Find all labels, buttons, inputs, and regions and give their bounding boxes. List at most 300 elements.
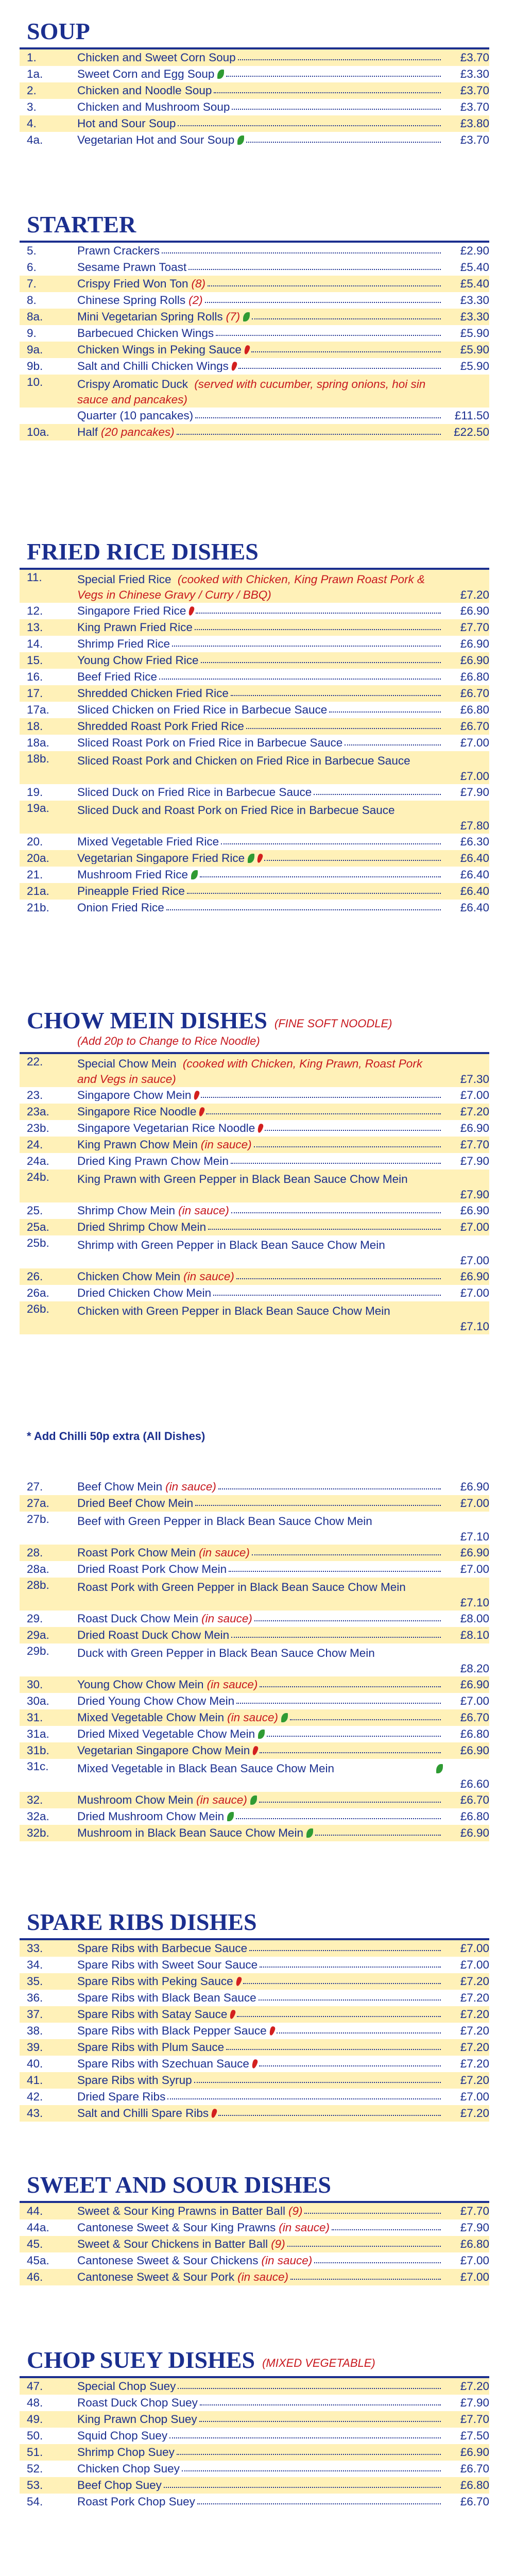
item-number: 3. [27, 100, 37, 113]
section-title: STARTER [27, 211, 136, 238]
leader-dots [315, 1835, 441, 1836]
item-name: Half [77, 426, 98, 438]
item-name-cell [77, 1222, 443, 1233]
section-title-row [20, 989, 489, 1032]
leader-dots [201, 662, 441, 663]
item-number: 10. [27, 376, 43, 388]
item-number: 28a. [27, 1562, 49, 1575]
menu-item-row [20, 784, 489, 801]
item-name-cell [77, 836, 443, 848]
item-name-cell [77, 2447, 443, 2459]
item-note: (in sauce) [196, 1794, 247, 1806]
item-number: 20. [27, 835, 43, 848]
leader-dots [243, 1983, 441, 1984]
item-name: Vegetarian Hot and Sour Soup [77, 134, 235, 146]
item-number: 22. [27, 1055, 43, 1068]
item-name: Pineapple Fried Rice [77, 885, 185, 897]
item-price: £5.90 [460, 343, 489, 356]
item-number: 26. [27, 1269, 43, 1283]
leader-dots [238, 368, 441, 369]
leader-dots [290, 1719, 441, 1720]
item-number: 27. [27, 1480, 43, 1493]
menu-item-row [20, 1627, 489, 1643]
menu-item-row [20, 342, 489, 358]
item-name-cell [77, 1512, 443, 1529]
item-price: £7.90 [460, 2221, 489, 2234]
item-price: £5.40 [460, 277, 489, 290]
vegetarian-leaf-icon [248, 854, 254, 863]
item-price: £7.90 [460, 1188, 489, 1201]
item-name-cell [77, 1156, 443, 1167]
item-name: Chicken and Mushroom Soup [77, 101, 230, 113]
item-note: (cooked with Chicken, King Prawn, Roast Pork and Vegs in sauce) [77, 1057, 423, 1086]
menu-item-row [20, 424, 489, 440]
item-name-cell [77, 1613, 443, 1625]
item-note: (in sauce) [200, 1139, 252, 1151]
item-number: 46. [27, 2270, 43, 2283]
menu-item-row [20, 1137, 489, 1153]
leader-dots [259, 1999, 441, 2001]
item-number: 51. [27, 2445, 43, 2459]
item-name: Sliced Chicken on Fried Rice in Barbecue Sauce [77, 704, 328, 716]
item-number: 27a. [27, 1496, 49, 1510]
item-price: £6.40 [460, 868, 489, 881]
section-title-row [20, 2329, 489, 2372]
item-number: 15. [27, 653, 43, 667]
item-name: Spare Ribs with Barbecue Sauce [77, 1942, 248, 1955]
item-price: £6.90 [460, 1826, 489, 1839]
item-number: 50. [27, 2429, 43, 2442]
vegetarian-leaf-icon [436, 1764, 443, 1773]
section-title: CHOW MEIN DISHES [27, 1007, 267, 1033]
item-price: £6.90 [460, 1743, 489, 1757]
item-number: 31c. [27, 1760, 49, 1773]
item-price: £6.80 [460, 2237, 489, 2250]
item-name-cell [77, 737, 443, 749]
item-name-cell [77, 427, 443, 438]
section-sweet-sour [20, 2154, 489, 2285]
item-number: 23a. [27, 1105, 49, 1118]
leader-dots [177, 434, 441, 435]
menu-item-row [20, 2236, 489, 2252]
item-price: £7.70 [460, 620, 489, 634]
chilli-icon [211, 2108, 218, 2119]
item-number: 23. [27, 1088, 43, 1101]
menu-item-row [20, 1957, 489, 1973]
item-name-cell [77, 1301, 443, 1319]
item-price: £7.10 [460, 1596, 489, 1609]
item-name-cell [77, 1170, 443, 1187]
item-name-cell [77, 886, 443, 897]
item-number: 54. [27, 2495, 43, 2508]
leader-dots [216, 335, 441, 336]
item-name-cell [77, 278, 443, 290]
item-note: (served with cucumber, spring onions, hoi sin sauce and pancakes) [77, 378, 426, 406]
item-name-cell [77, 688, 443, 700]
menu-item-row [20, 2252, 489, 2269]
item-name-cell [77, 2496, 443, 2508]
section-chop-suey [20, 2329, 489, 2510]
item-name-cell [77, 1123, 443, 1134]
menu-item-row [20, 1792, 489, 1808]
section-starter [20, 193, 489, 440]
menu-item-row [20, 1709, 489, 1726]
chilli-icon [251, 2059, 258, 2069]
item-price: £6.90 [460, 1677, 489, 1691]
item-name-cell [77, 704, 443, 716]
item-number: 2. [27, 83, 37, 97]
item-number: 31. [27, 1710, 43, 1724]
leader-dots [254, 1146, 441, 1147]
item-price: £8.10 [460, 1628, 489, 1641]
vegetarian-leaf-icon [281, 1713, 288, 1722]
item-price: £7.50 [460, 2429, 489, 2442]
item-name-cell [77, 262, 443, 274]
item-name: Mixed Vegetable Chow Mein [77, 1711, 225, 1724]
item-number: 18. [27, 719, 43, 733]
chilli-icon [198, 1107, 205, 1117]
item-number: 30. [27, 1677, 43, 1691]
item-name: Dried Roast Duck Chow Mein [77, 1629, 230, 1641]
item-number: 6. [27, 260, 37, 274]
item-name: Singapore Rice Noodle [77, 1106, 197, 1118]
item-name: Shrimp Chop Suey [77, 2446, 175, 2459]
item-name-cell [77, 1271, 443, 1283]
item-name: Dried Young Chow Chow Mein [77, 1695, 235, 1707]
item-price: £7.90 [460, 1154, 489, 1167]
item-name: Beef Chow Mein [77, 1481, 163, 1493]
item-price: £7.20 [460, 2040, 489, 2054]
item-number: 14. [27, 637, 43, 650]
item-name-cell [77, 1712, 443, 1724]
leader-dots [231, 695, 441, 696]
leader-dots [246, 728, 441, 729]
item-name: Squid Chop Suey [77, 2430, 168, 2442]
item-price: £7.10 [460, 1319, 489, 1333]
item-price: £6.70 [460, 1710, 489, 1724]
leader-dots [172, 646, 441, 647]
item-price: £7.10 [460, 1530, 489, 1543]
item-number: 8a. [27, 310, 43, 323]
menu-item-row [20, 2056, 489, 2072]
item-price: £3.70 [460, 133, 489, 146]
leader-dots [196, 613, 441, 614]
item-number: 28b. [27, 1579, 49, 1591]
leader-dots [197, 2503, 441, 2504]
item-name-cell [77, 2239, 443, 2250]
item-price: £6.70 [460, 719, 489, 733]
item-name-cell [77, 1287, 443, 1299]
item-price: £7.20 [460, 588, 489, 601]
leader-dots [260, 1686, 441, 1687]
leader-dots [232, 109, 441, 110]
menu-item-row [20, 652, 489, 669]
menu-item-row [20, 243, 489, 259]
menu-item-row [20, 2395, 489, 2411]
menu-item-row [20, 2089, 489, 2105]
menu-item-row [20, 2494, 489, 2510]
item-name: Sesame Prawn Toast [77, 261, 187, 274]
item-price: £6.90 [460, 1121, 489, 1134]
item-number: 41. [27, 2073, 43, 2087]
menu-item-row [20, 292, 489, 309]
item-price: £3.30 [460, 310, 489, 323]
item-number: 18b. [27, 752, 49, 765]
item-number: 37. [27, 2007, 43, 2021]
leader-dots [166, 909, 441, 910]
item-name-cell [77, 2414, 443, 2426]
item-price: £7.70 [460, 2412, 489, 2426]
section-title: CHOP SUEY DISHES [27, 2347, 255, 2373]
leader-dots [231, 1637, 441, 1638]
leader-dots [314, 794, 441, 795]
item-name-cell [77, 2272, 443, 2283]
item-name-cell [77, 361, 443, 372]
item-number: 44. [27, 2204, 43, 2217]
item-price: £6.70 [460, 2495, 489, 2508]
item-number: 1. [27, 50, 37, 64]
section-chow-mein [20, 989, 489, 1334]
menu-item-row [20, 883, 489, 900]
item-price: £5.40 [460, 260, 489, 274]
item-name: Spare Ribs with Plum Sauce [77, 2041, 225, 2054]
item-name-cell [77, 622, 443, 634]
item-name: Mixed Vegetable Fried Rice [77, 836, 219, 848]
item-name-cell [77, 1054, 443, 1087]
item-name: Beef Fried Rice [77, 671, 158, 683]
item-name-cell [77, 344, 443, 356]
menu-item-row [20, 132, 489, 148]
menu-item-row [20, 1202, 489, 1219]
item-name-cell [77, 902, 443, 914]
item-name-cell [77, 311, 443, 323]
item-price: £7.00 [460, 1220, 489, 1233]
item-name-cell [77, 2381, 443, 2393]
menu-item-row [20, 2039, 489, 2056]
item-name-cell [77, 295, 443, 307]
item-name-cell [77, 2075, 443, 2087]
chilli-icon [235, 1976, 242, 1987]
section-title-row [20, 520, 489, 564]
item-name-cell [77, 2463, 443, 2475]
item-name: Shredded Roast Pork Fried Rice [77, 720, 244, 733]
leader-dots [195, 1505, 441, 1506]
menu-item-row [20, 1825, 489, 1841]
item-number: 9a. [27, 343, 43, 356]
item-name-cell [77, 1696, 443, 1707]
item-note: (in sauce) [227, 1711, 278, 1724]
item-number: 24b. [27, 1171, 49, 1183]
item-name: Onion Fried Rice [77, 902, 164, 914]
item-price: £6.90 [460, 1269, 489, 1283]
item-price: £5.90 [460, 326, 489, 340]
item-price: £6.90 [460, 637, 489, 650]
menu-item-row [20, 735, 489, 751]
item-name: Dried Mixed Vegetable Chow Mein [77, 1728, 255, 1740]
item-price: £6.90 [460, 1546, 489, 1559]
menu-item-row [20, 1759, 489, 1792]
menu-item-row [20, 850, 489, 867]
item-price: £7.00 [460, 1562, 489, 1575]
item-price: £7.00 [460, 1496, 489, 1510]
item-name: Roast Pork Chop Suey [77, 2496, 195, 2508]
item-name: Spare Ribs with Peking Sauce [77, 1975, 233, 1988]
leader-dots [177, 2454, 441, 2455]
item-name: Beef Chop Suey [77, 2479, 162, 2492]
menu-item-row [20, 2378, 489, 2395]
item-number: 48. [27, 2396, 43, 2409]
item-price: £7.20 [460, 2379, 489, 2393]
item-name-cell [77, 1811, 443, 1823]
item-note: (2) [188, 294, 203, 307]
menu-item-row [20, 1808, 489, 1825]
item-price: £6.90 [460, 653, 489, 667]
leader-dots [259, 1802, 441, 1803]
item-name: Chicken Chow Mein [77, 1270, 181, 1283]
menu-item-row [20, 1087, 489, 1104]
leader-dots [167, 2098, 441, 2099]
item-price: £7.00 [460, 736, 489, 749]
item-name-cell [77, 1827, 443, 1839]
item-number: 26b. [27, 1302, 49, 1315]
section-fried-rice [20, 520, 489, 916]
vegetarian-leaf-icon [306, 1828, 313, 1838]
item-name: Mushroom Fried Rice [77, 869, 188, 881]
item-name: Young Chow Chow Mein [77, 1679, 204, 1691]
item-price: £8.20 [460, 1662, 489, 1675]
leader-dots [249, 1950, 441, 1951]
item-price: £6.70 [460, 1793, 489, 1806]
item-name-cell [77, 1745, 443, 1757]
item-name: Sweet & Sour Chickens in Batter Ball [77, 2238, 268, 2250]
item-price: £6.40 [460, 884, 489, 897]
item-name: Roast Duck Chop Suey [77, 2397, 198, 2409]
item-name: Sweet Corn and Egg Soup [77, 68, 215, 80]
item-name: Roast Pork with Green Pepper in Black Bean Sauce Chow Mein [77, 1581, 406, 1594]
section-sub-note: (Add 20p to Change to Rice Noodle) [77, 1035, 260, 1047]
item-price: £6.90 [460, 2445, 489, 2459]
item-name: Beef with Green Pepper in Black Bean Sauce Chow Mein [77, 1515, 372, 1528]
leader-dots [178, 2388, 441, 2389]
item-name-cell [77, 1205, 443, 1217]
leader-dots [345, 744, 441, 745]
item-name: Young Chow Fried Rice [77, 654, 199, 667]
item-name-cell [77, 410, 443, 422]
item-name: Chinese Spring Rolls [77, 294, 186, 307]
item-number: 29. [27, 1612, 43, 1625]
item-note: (7) [226, 311, 241, 323]
item-name-cell [77, 853, 443, 865]
item-name: Spare Ribs with Sweet Sour Sauce [77, 1959, 258, 1971]
item-name: Shrimp with Green Pepper in Black Bean Sauce Chow Mein [77, 1239, 385, 1251]
menu-item-row [20, 259, 489, 276]
item-name-cell [77, 2430, 443, 2442]
item-price: £7.00 [460, 1941, 489, 1955]
menu-item-row [20, 1990, 489, 2006]
item-name: Dried Shrimp Chow Mein [77, 1221, 207, 1233]
item-price [443, 405, 489, 408]
leader-dots [206, 1113, 441, 1114]
item-name: Singapore Chow Mein [77, 1089, 192, 1101]
leader-dots [201, 1097, 441, 1098]
item-number: 23b. [27, 1121, 49, 1134]
leader-dots [236, 1818, 441, 1819]
leader-dots [252, 318, 441, 319]
menu-item-row [20, 1973, 489, 1990]
menu-item-row [20, 2072, 489, 2089]
menu-item-row [20, 751, 489, 784]
item-number: 32b. [27, 1826, 49, 1839]
item-name-cell [77, 2058, 443, 2070]
menu-item-row [20, 49, 489, 66]
item-note: (in sauce) [178, 1205, 229, 1217]
item-name: Shrimp Fried Rice [77, 638, 170, 650]
item-name-cell [77, 1992, 443, 2004]
item-number: 9. [27, 326, 37, 340]
menu-item-row [20, 115, 489, 132]
item-number: 32a. [27, 1809, 49, 1823]
item-price: £7.00 [460, 1694, 489, 1707]
item-name-cell [77, 118, 443, 130]
leader-dots [231, 1163, 441, 1164]
item-price: £6.80 [460, 1809, 489, 1823]
item-name: Cantonese Sweet & Sour King Prawns [77, 2222, 276, 2234]
item-note: (in sauce) [199, 1547, 250, 1559]
item-number: 29a. [27, 1628, 49, 1641]
item-name: Dried Mushroom Chow Mein [77, 1810, 225, 1823]
item-number: 24a. [27, 1154, 49, 1167]
vegetarian-leaf-icon [191, 870, 198, 879]
item-number: 31a. [27, 1727, 49, 1740]
item-number: 49. [27, 2412, 43, 2426]
item-note: (in sauce) [183, 1270, 234, 1283]
item-name: Quarter (10 pancakes) [77, 410, 194, 422]
item-name: Spare Ribs with Syrup [77, 2074, 192, 2087]
menu-item-row [20, 358, 489, 375]
leader-dots [208, 285, 441, 286]
item-number: 53. [27, 2478, 43, 2492]
menu-item-row [20, 66, 489, 82]
vegetarian-leaf-icon [227, 1812, 234, 1821]
item-number: 27b. [27, 1513, 49, 1526]
item-number: 5. [27, 244, 37, 257]
leader-dots [267, 1736, 441, 1737]
item-name: Chicken and Sweet Corn Soup [77, 52, 236, 64]
menu-item-row [20, 99, 489, 115]
menu-item-row [20, 2105, 489, 2122]
section-title: FRIED RICE DISHES [27, 538, 259, 565]
menu-item-row [20, 900, 489, 916]
item-name-cell [77, 1139, 443, 1151]
leader-dots [260, 1967, 441, 1968]
leader-dots [238, 59, 441, 60]
section-title-row [20, 193, 489, 236]
item-price: £7.00 [460, 1286, 489, 1299]
item-name: Dried Spare Ribs [77, 2091, 166, 2103]
menu-item-row [20, 276, 489, 292]
leader-dots [236, 1703, 441, 1704]
item-name: Vegetarian Singapore Fried Rice [77, 852, 245, 865]
leader-dots [264, 860, 441, 861]
item-price: £6.80 [460, 2478, 489, 2492]
item-number: 17. [27, 686, 43, 700]
item-name: King Prawn Fried Rice [77, 621, 193, 634]
item-name: Spare Ribs with Szechuan Sauce [77, 2058, 249, 2070]
item-name-cell [77, 1498, 443, 1510]
item-price: £6.60 [460, 1777, 489, 1790]
leader-dots [246, 142, 441, 143]
leader-dots [205, 302, 441, 303]
